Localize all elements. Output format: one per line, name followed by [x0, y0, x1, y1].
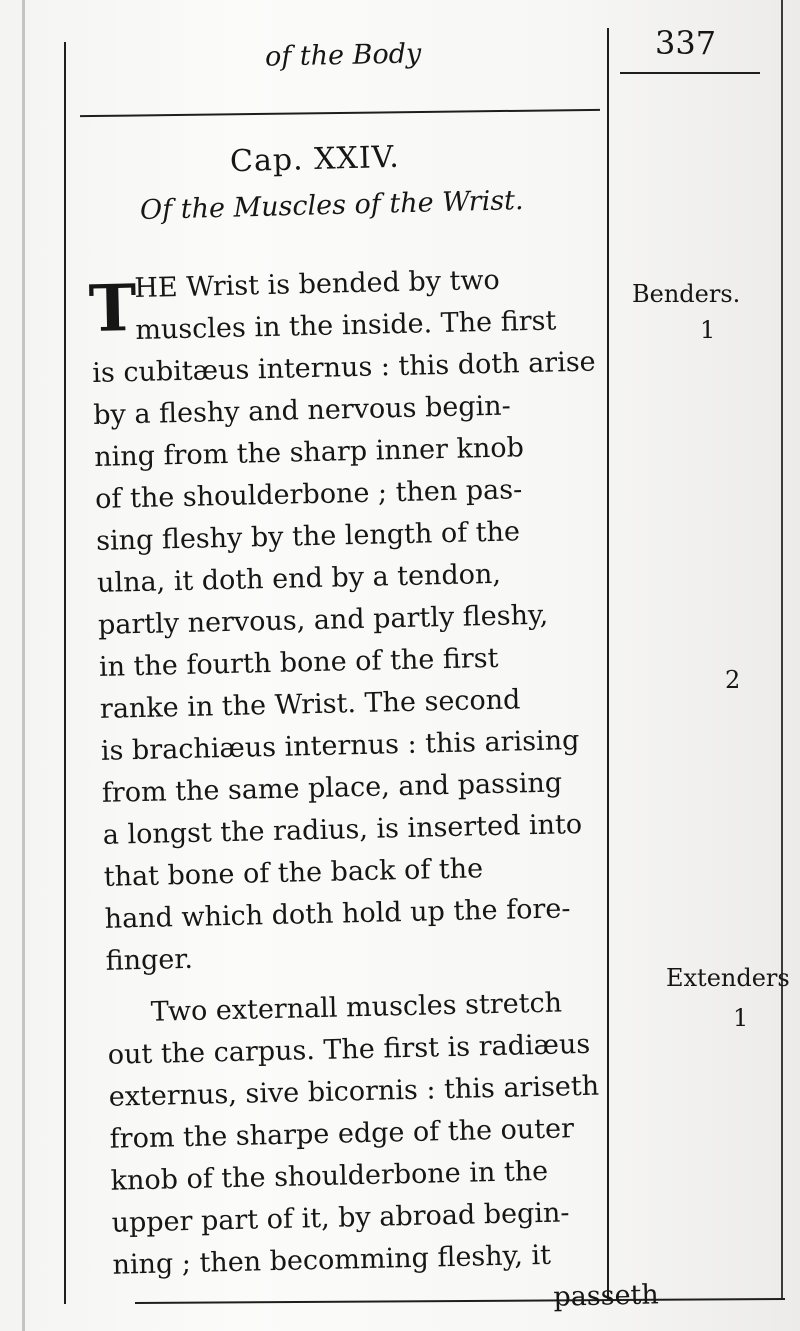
text-line: by a fleshy and nervous begin-	[92, 390, 512, 431]
margin-note-benders-2: 2	[725, 666, 741, 694]
text-line: hand which doth hold up the fore-	[104, 893, 571, 935]
text-line: knob of the shoulderbone in the	[110, 1155, 549, 1197]
text-line: sing fleshy by the length of the	[95, 516, 521, 557]
text-line: ulna, it doth end by a tendon,	[96, 558, 502, 599]
catchword: passeth	[553, 1279, 660, 1313]
page-number: 337	[655, 24, 717, 62]
text-line: muscles in the inside. The first	[135, 305, 557, 346]
frame-rule-right	[781, 0, 783, 1300]
text-line: partly nervous, and partly fleshy,	[97, 599, 549, 641]
text-line: upper part of it, by abroad begin-	[111, 1197, 570, 1239]
frame-rule-margin	[607, 28, 609, 1300]
text-line: from the same place, and passing	[101, 767, 563, 809]
text-line: HE Wrist is bended by two	[134, 264, 501, 304]
text-line: externus, sive bicornis : this ariseth	[108, 1070, 600, 1113]
margin-note-benders: Benders.	[632, 280, 741, 308]
text-line: that bone of the back of the	[103, 853, 484, 893]
page-edge	[22, 0, 25, 1331]
text-line: in the fourth bone of the first	[98, 642, 499, 683]
text-line: ning from the sharp inner knob	[93, 432, 525, 473]
margin-note-benders-1: 1	[700, 316, 716, 344]
text-line: is brachiæus internus : this arising	[100, 725, 580, 767]
text-line: of the shoulderbone ; then pas-	[94, 474, 523, 515]
chapter-title: Cap. XXIV.	[229, 139, 401, 180]
text-line: ning ; then becomming fleshy, it	[112, 1239, 552, 1281]
text-line: a longst the radius, is inserted into	[102, 808, 583, 851]
text-line: Two externall muscles stretch	[150, 987, 563, 1028]
text-line: finger.	[105, 943, 194, 977]
text-line: ranke in the Wrist. The second	[99, 684, 521, 725]
chapter-subtitle: Of the Muscles of the Wrist.	[139, 184, 524, 227]
text-line: from the sharpe edge of the outer	[109, 1113, 575, 1155]
margin-note-extenders: Extenders	[666, 964, 790, 992]
running-head: of the Body	[264, 38, 422, 73]
text-line: out the carpus. The first is radiæus	[107, 1028, 591, 1071]
page-number-rule	[620, 72, 760, 74]
margin-note-extenders-1: 1	[733, 1004, 749, 1032]
drop-cap: T	[88, 270, 138, 348]
text-line: is cubitæus internus : this doth arise	[91, 346, 596, 389]
frame-rule-left	[64, 42, 66, 1304]
